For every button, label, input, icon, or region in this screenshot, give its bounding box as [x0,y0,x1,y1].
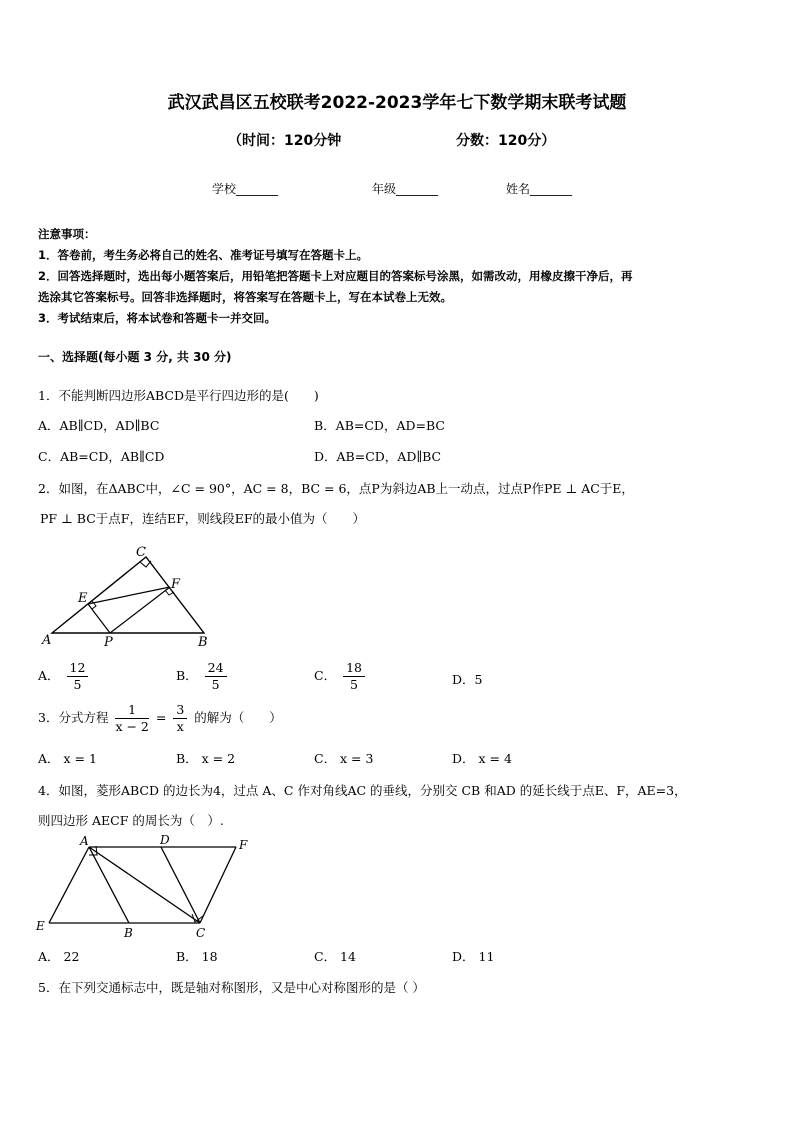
q4-stem-line2: 则四边形 AECF 的周长为（ ）. [38,813,224,828]
q2-label-e: E [78,591,88,606]
q2-option-a-fraction: $\frac{12}{5}$ [67,660,89,693]
q4-label-c: C [196,926,206,940]
q1-option-c: C．AB=CD，AB∥CD [38,449,165,464]
q1-option-a: A．AB∥CD，AD∥BC [38,418,160,433]
q3-option-a: A． x = 1 [38,751,97,766]
q2-option-c: C． $\frac{18}{5}$ [314,660,368,693]
notes-item-3: 3．考试结束后，将本试卷和答题卡一并交回。 [38,311,276,325]
q1-stem: 1．不能判断四边形ABCD是平行四边形的是( ) [38,388,319,403]
q4-label-d: D [160,833,170,847]
name-field: 姓名_______ [506,182,573,196]
q5-stem: 5．在下列交通标志中，既是轴对称图形，又是中心对称图形的是（ ） [38,980,425,995]
q3-option-c: C． x = 3 [314,751,374,766]
q3-option-b: B． x = 2 [176,751,236,766]
q4-stem-line1: 4．如图，菱形ABCD 的边长为4，过点 A、C 作对角线AC 的垂线，分别交 CB 和AD 的延长线于点E、F，AE=3， [38,783,687,798]
notes-item-2b: 选涂其它答案标号。回答非选择题时，将答案写在答题卡上，写在本试卷上无效。 [38,290,452,304]
q2-option-d: D．5 [452,672,483,687]
q4-option-b: B． 18 [176,949,218,964]
exam-score: 分数：120分） [456,133,556,149]
q4-option-a: A． 22 [38,949,80,964]
notes [38,224,762,329]
q2-label-b: B [198,635,208,650]
q2-label-c: C [136,545,146,560]
q2-label-a: A [42,633,52,648]
q3-lhs-fraction: $\frac{1}{x - 2}$ [115,702,149,734]
school-field: 学校_______ [212,182,279,196]
q4-option-c: C． 14 [314,949,356,964]
q2-label-p: P [104,635,113,650]
q1-option-d: D．AB=CD，AD∥BC [314,449,442,464]
q4-label-b: B [124,926,133,940]
q4-label-e: E [36,919,45,933]
q2-option-b-fraction: $\frac{24}{5}$ [205,660,227,693]
q2-option-b: B． $\frac{24}{5}$ [176,660,230,693]
notes-item-1: 1．答卷前，考生务必将自己的姓名、准考证号填写在答题卡上。 [38,248,368,262]
notes-item-2a: 2．回答选择题时，选出每小题答案后，用铅笔把答题卡上对应题目的答案标号涂黑，如需改动，用橡皮擦干净后，再 [38,269,633,283]
q2-option-a: A． $\frac{12}{5}$ [38,660,91,693]
notes-heading: 注意事项： [38,227,96,241]
q2-label-f: F [171,577,181,592]
q3-option-d: D． x = 4 [452,751,512,766]
exam-time: （时间：120分钟 [228,133,342,149]
page-title: 武汉武昌区五校联考2022-2023学年七下数学期末联考试题 [167,93,627,113]
q2-stem-line1: 2．如图，在ΔABC中，∠C = 90°，AC = 8，BC = 6，点P为斜边AB上一动点，过点P作PE ⊥ AC于E， [38,481,634,496]
q4-figure [34,832,256,942]
q2-figure [38,540,223,652]
q4-label-a: A [80,834,89,848]
q2-stem-line2: PF ⊥ BC于点F，连结EF，则线段EF的最小值为（ ） [40,511,366,526]
q3-rhs-fraction: $\frac{3}{x}$ [173,702,187,735]
grade-field: 年级_______ [372,182,439,196]
q2-option-c-fraction: $\frac{18}{5}$ [343,660,365,693]
q4-option-d: D． 11 [452,949,495,964]
section-heading: 一、选择题(每小题 3 分, 共 30 分) [38,350,232,364]
q1-option-b: B．AB=CD，AD=BC [314,418,445,433]
q4-label-f: F [239,838,248,852]
q3-stem: 3．分式方程 $\frac{1}{x - 2}$ = $\frac{3}{x}$ 的解为（ ） [38,702,282,734]
